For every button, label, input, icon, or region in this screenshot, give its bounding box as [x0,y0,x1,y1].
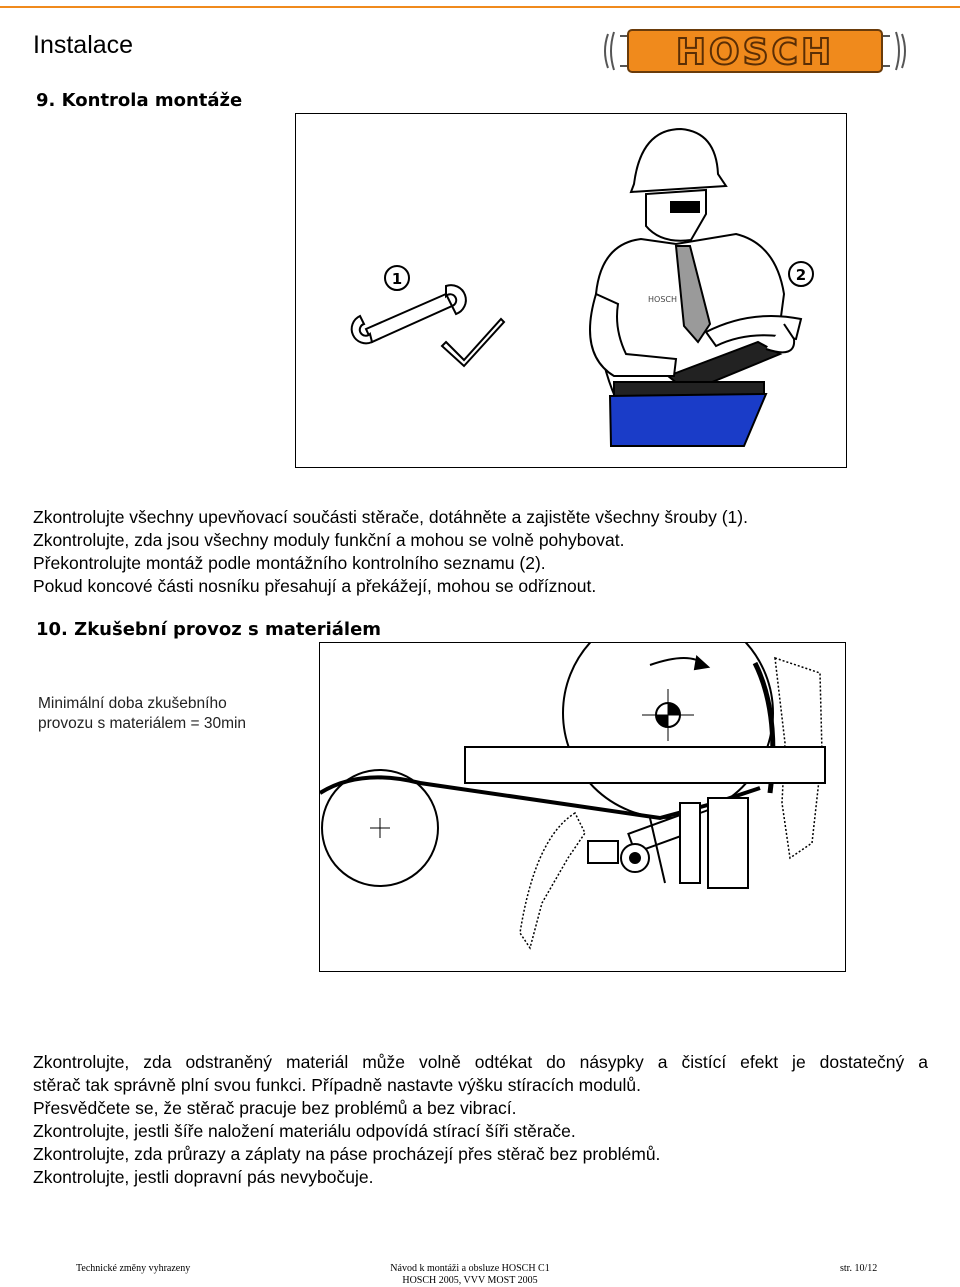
frame-beam [465,747,825,783]
paragraph-line: Pokud koncové části nosníku přesahují a překážejí, mohou se odříznout. [33,576,597,596]
svg-text:2: 2 [795,266,807,284]
section9-paragraph [33,506,913,598]
worker-illustration [590,129,801,446]
paragraph-line: Zkontrolujte, zda průrazy a záplaty na páse procházejí přes stěrač bez problémů. [33,1144,661,1164]
paragraph-line: Přesvědčete se, že stěrač pracuje bez problémů a bez vibrací. [33,1098,517,1118]
minimum-duration-note [38,694,246,734]
paragraph-line: Zkontrolujte, zda jsou všechny moduly funkční a mohou se volně pohybovat. [33,530,625,550]
paragraph-line: Zkontrolujte všechny upevňovací součásti stěrače, dotáhněte a zajistěte všechny šrouby (1). [33,507,748,527]
svg-text:1: 1 [391,270,403,288]
paragraph-line: Zkontrolujte, jestli dopravní pás nevybočuje. [33,1167,374,1187]
section-heading-kontrola-montaze: 9. Kontrola montáže [36,90,243,111]
callout-2 [789,262,813,286]
footer-disclaimer: Technické změny vyhrazeny [76,1263,191,1274]
svg-text:HOSCH: HOSCH [675,32,835,73]
falling-material [520,813,585,948]
footer-manual-title: Návod k montáži a obsluze HOSCH C1 [390,1263,550,1274]
checkmark-icon [442,319,504,366]
footer-document-info [385,1263,555,1287]
section-heading-zkusebni-provoz: 10. Zkušební provoz s materiálem [36,619,382,640]
figure-assembly-check [295,113,847,468]
page-title: Instalace [33,31,134,59]
header-rule [0,6,960,8]
footer-page-number: str. 10/12 [840,1263,878,1274]
figure-belt-scraper [319,642,846,972]
svg-text:HOSCH: HOSCH [648,295,677,304]
wrench-icon [352,285,466,343]
note-line: Minimální doba zkušebního [38,695,227,712]
paragraph-line: Zkontrolujte, jestli šíře naložení materiálu odpovídá stírací šíři stěrače. [33,1121,576,1141]
note-line: provozu s materiálem = 30min [38,715,247,732]
section10-paragraph [33,1051,928,1189]
hosch-logo [600,26,910,76]
paragraph-line: stěrač tak správně plní svou funkci. Případně nastavte výšku stíracích modulů. [33,1075,641,1095]
paragraph-line: Překontrolujte montáž podle montážního kontrolního seznamu (2). [33,553,546,573]
callout-1 [385,266,409,290]
footer-copyright: HOSCH 2005, VVV MOST 2005 [402,1275,538,1286]
paragraph-line: Zkontrolujte, zda odstraněný materiál může volně odtékat do násypky a čistící efekt je dostatečný a [33,1052,928,1072]
return-pulley [322,770,438,886]
